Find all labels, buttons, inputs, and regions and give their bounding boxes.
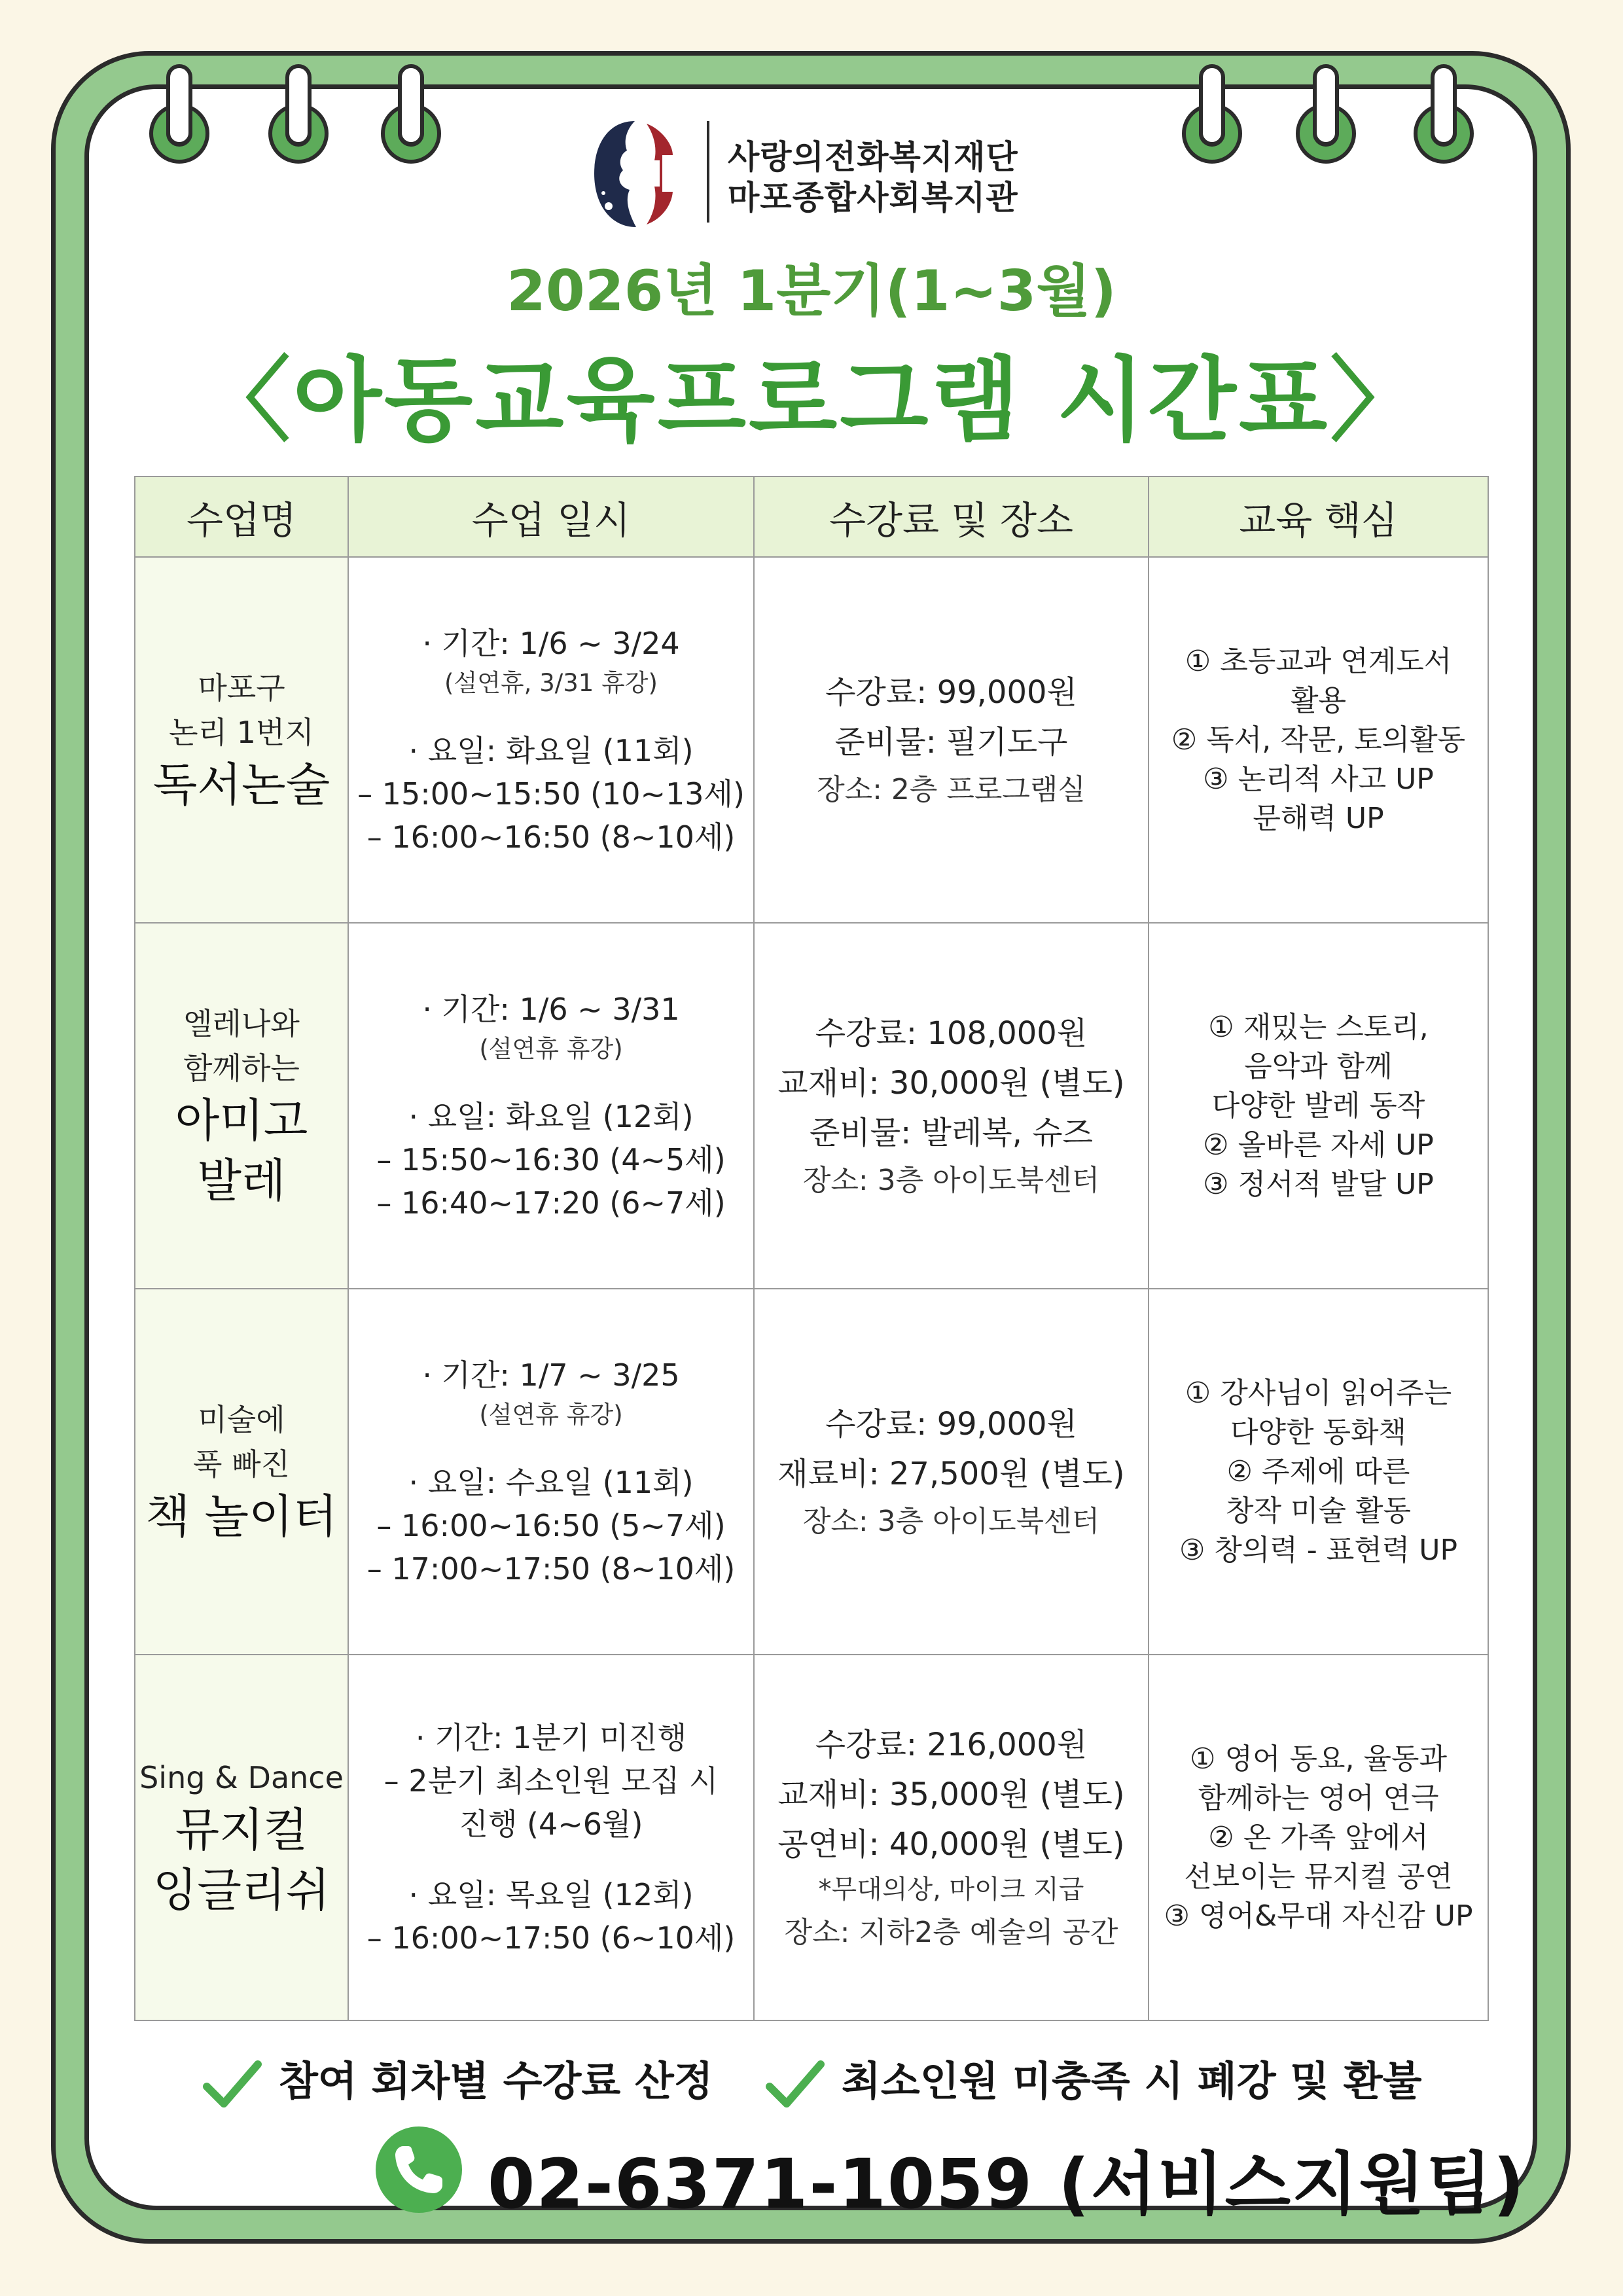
fee-line: 준비물: 발레복, 슈즈: [810, 1114, 1093, 1151]
core-line: ③ 창의력 - 표현력 UP: [1179, 1533, 1458, 1567]
class-subtitle: 함께하는: [183, 1050, 300, 1086]
core-line: ② 주제에 따른: [1226, 1454, 1410, 1488]
class-title: 뮤지컬: [175, 1803, 308, 1857]
core-line: ③ 논리적 사고 UP: [1203, 762, 1434, 796]
period-text: · 기간: 1/6 ~ 3/31: [422, 991, 680, 1027]
fee-line: 교재비: 35,000원 (별도): [777, 1776, 1125, 1813]
time-slot: – 17:00~17:50 (8~10세): [366, 1551, 736, 1587]
class-title: 발레: [197, 1153, 286, 1208]
core-line: ① 영어 동요, 율동과: [1190, 1742, 1447, 1776]
header-fee-place: 수강료 및 장소: [754, 476, 1149, 557]
schedule-cell: [348, 1655, 754, 2020]
binder-pin: [398, 64, 424, 146]
class-title: 아미고: [175, 1093, 308, 1147]
fee-line: 공연비: 40,000원 (별도): [777, 1825, 1125, 1863]
place-text: 장소: 2층 프로그램실: [817, 772, 1086, 806]
phone-number[interactable]: 02-6371-1059 (서비스지원팀): [488, 2144, 1526, 2224]
period-text: · 기간: 1/6 ~ 3/24: [422, 625, 680, 661]
class-name-cell: [135, 557, 348, 923]
check-icon: [203, 2058, 262, 2110]
check-icon: [766, 2058, 825, 2110]
place-text: 장소: 3층 아이도북센터: [802, 1163, 1100, 1197]
foundation-logo-icon: [589, 115, 687, 232]
page-title: 〈아동교육프로그램 시간표〉: [198, 348, 1425, 454]
class-name-cell: [135, 1289, 348, 1655]
org-name-line2: 마포종합사회복지관: [728, 179, 1018, 217]
fee-line: 수강료: 108,000원: [815, 1014, 1088, 1052]
core-line: 다양한 동화책: [1230, 1415, 1406, 1449]
binder-pin: [166, 64, 192, 146]
class-name-cell: [135, 923, 348, 1289]
fee-line: 수강료: 99,000원: [825, 1405, 1077, 1443]
class-subtitle: 푹 빠진: [193, 1446, 290, 1482]
core-cell: [1149, 923, 1488, 1289]
day-text: · 요일: 화요일 (11회): [408, 732, 694, 768]
schedule-cell: [348, 557, 754, 923]
core-cell: [1149, 1289, 1488, 1655]
time-slot: – 15:00~15:50 (10~13세): [357, 776, 745, 812]
org-name-line1: 사랑의전화복지재단: [728, 138, 1018, 176]
notice-cancel: [766, 2049, 1422, 2110]
table-header-row: [135, 476, 1488, 557]
period-note: (설연휴, 3/31 휴강): [444, 668, 658, 697]
day-text: · 요일: 수요일 (11회): [408, 1464, 694, 1500]
core-line: 창작 미술 활동: [1226, 1494, 1411, 1528]
fee-cell: [754, 1655, 1149, 2020]
core-line: ③ 정서적 발달 UP: [1203, 1167, 1434, 1201]
fee-cell: [754, 557, 1149, 923]
table-row: [135, 1655, 1488, 2020]
time-slot: – 16:40~17:20 (6~7세): [376, 1185, 726, 1221]
class-subtitle: 미술에: [198, 1401, 285, 1437]
class-name-cell: [135, 1655, 348, 2020]
period-text: · 기간: 1/7 ~ 3/25: [422, 1357, 680, 1393]
period-text: · 기간: 1분기 미진행: [415, 1719, 687, 1755]
fee-line: 수강료: 216,000원: [815, 1726, 1088, 1763]
binder-pin: [1199, 64, 1225, 146]
period-note: (설연휴 휴강): [479, 1034, 623, 1063]
core-line: ③ 영어&무대 자신감 UP: [1164, 1899, 1473, 1933]
fee-line: 수강료: 99,000원: [825, 673, 1077, 711]
time-slot: – 16:00~17:50 (6~10세): [366, 1920, 736, 1956]
binder-pin: [285, 64, 312, 146]
fee-line: 재료비: 27,500원 (별도): [777, 1455, 1125, 1492]
core-line: ① 재밌는 스토리,: [1208, 1010, 1429, 1044]
class-subtitle: 논리 1번지: [169, 714, 314, 750]
core-line: ① 초등교과 연계도서: [1185, 644, 1452, 678]
core-line: ② 올바른 자세 UP: [1203, 1128, 1434, 1162]
header-class-name: 수업명: [135, 476, 348, 557]
table-row: [135, 557, 1488, 923]
notice-cancel-text: 최소인원 미충족 시 폐강 및 환불: [842, 2057, 1422, 2105]
header-schedule: 수업 일시: [348, 476, 754, 557]
core-line: 선보이는 뮤지컬 공연: [1184, 1859, 1453, 1893]
schedule-cell: [348, 923, 754, 1289]
fee-line: 교재비: 30,000원 (별도): [777, 1064, 1125, 1102]
phone-icon: [373, 2124, 465, 2215]
core-line: ② 온 가족 앞에서: [1208, 1820, 1429, 1854]
class-subtitle: 엘레나와: [183, 1005, 300, 1041]
period-line: 진행 (4~6월): [459, 1806, 643, 1842]
core-cell: [1149, 557, 1488, 923]
schedule-cell: [348, 1289, 754, 1655]
core-cell: [1149, 1655, 1488, 2020]
core-line: 활용: [1290, 683, 1346, 717]
core-line: 음악과 함께: [1244, 1049, 1393, 1083]
class-title: 책 놀이터: [145, 1489, 338, 1543]
fee-note: *무대의상, 마이크 지급: [818, 1874, 1084, 1905]
header-core: 교육 핵심: [1149, 476, 1488, 557]
period-line: – 2분기 최소인원 모집 시: [383, 1763, 719, 1799]
time-slot: – 15:50~16:30 (4~5세): [376, 1141, 726, 1177]
timetable: [134, 476, 1489, 2021]
binder-pin: [1313, 64, 1339, 146]
period-note: (설연휴 휴강): [479, 1400, 623, 1429]
table-row: [135, 923, 1488, 1289]
time-slot: – 16:00~16:50 (8~10세): [366, 819, 736, 855]
fee-cell: [754, 1289, 1149, 1655]
core-line: ① 강사님이 읽어주는: [1185, 1376, 1452, 1410]
core-line: 다양한 발레 동작: [1211, 1088, 1425, 1122]
notice-fee-text: 참여 회차별 수강료 산정: [279, 2057, 713, 2105]
place-text: 장소: 지하2층 예술의 공간: [784, 1915, 1118, 1949]
fee-line: 준비물: 필기도구: [834, 723, 1068, 761]
core-line: 문해력 UP: [1253, 801, 1384, 835]
class-subtitle: 마포구: [198, 670, 285, 706]
class-subtitle: Sing & Dance: [139, 1759, 344, 1795]
class-title: 잉글리쉬: [152, 1863, 330, 1917]
core-line: ② 독서, 작문, 토의활동: [1171, 723, 1466, 757]
table-row: [135, 1289, 1488, 1655]
time-slot: – 16:00~16:50 (5~7세): [376, 1507, 726, 1543]
logo-divider: [707, 121, 709, 223]
page-subtitle: 2026년 1분기(1~3월): [507, 259, 1116, 324]
day-text: · 요일: 화요일 (12회): [408, 1098, 694, 1134]
place-text: 장소: 3층 아이도북센터: [802, 1504, 1100, 1538]
class-title: 독서논술: [152, 757, 330, 812]
notice-fee: [203, 2049, 713, 2110]
binder-pin: [1431, 64, 1457, 146]
core-line: 함께하는 영어 연극: [1198, 1781, 1439, 1815]
fee-cell: [754, 923, 1149, 1289]
day-text: · 요일: 목요일 (12회): [408, 1876, 694, 1912]
